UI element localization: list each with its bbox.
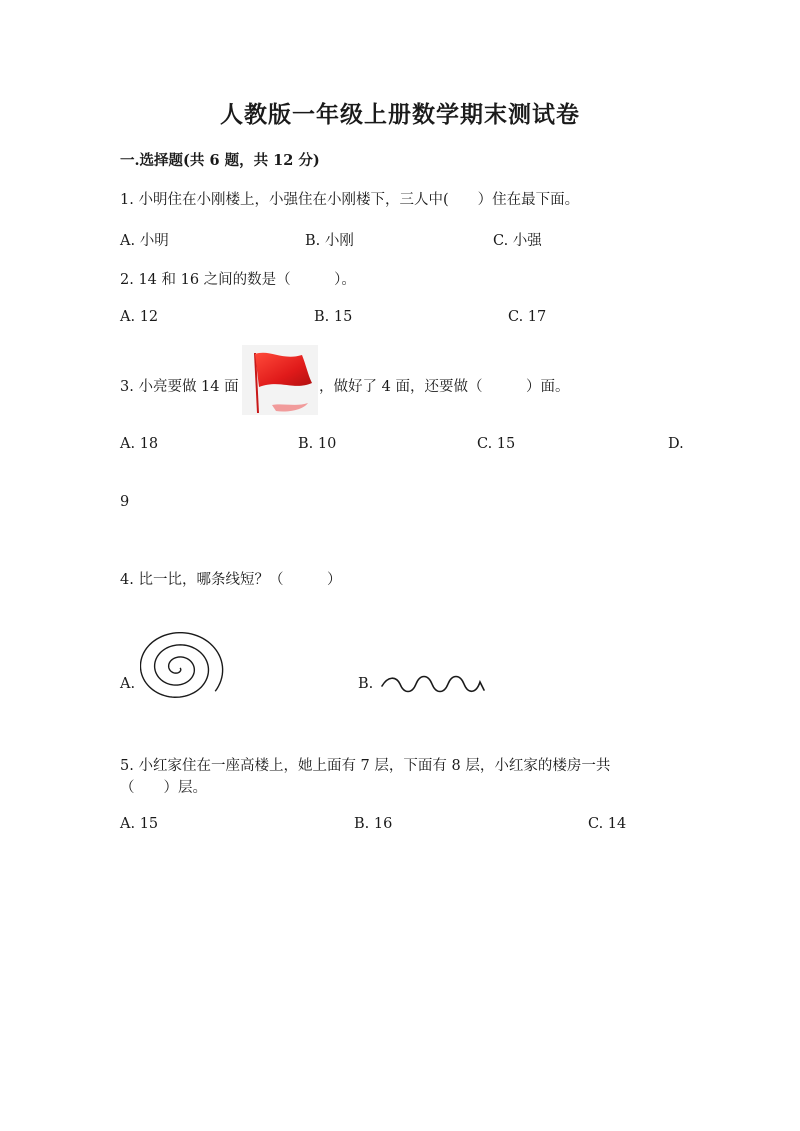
question-1-text: 1. 小明住在小刚楼上，小强住在小刚楼下，三人中( ）住在最下面。 xyxy=(120,192,580,208)
red-flag-image xyxy=(242,345,318,415)
wavy-line-image xyxy=(378,670,488,700)
page-title: 人教版一年级上册数学期末测试卷 xyxy=(220,101,580,128)
question-3-option-a[interactable]: A. 18 xyxy=(120,436,159,452)
question-2-option-a[interactable]: A. 12 xyxy=(120,309,159,325)
question-1-option-c[interactable]: C. 小强 xyxy=(493,233,542,249)
question-1-option-a[interactable]: A. 小明 xyxy=(120,233,169,249)
question-1-option-b[interactable]: B. 小刚 xyxy=(305,233,354,249)
spiral-line-image xyxy=(140,622,240,702)
question-5-text-line2: （ ）层。 xyxy=(120,780,207,796)
question-5-option-a[interactable]: A. 15 xyxy=(120,816,159,832)
section-heading: 一.选择题(共 6 题，共 12 分) xyxy=(120,152,320,169)
question-3-text-after: ，做好了 4 面，还要做（ ）面。 xyxy=(319,379,570,395)
question-2-option-c[interactable]: C. 17 xyxy=(508,309,547,325)
question-5-option-b[interactable]: B. 16 xyxy=(354,816,393,832)
question-3-option-b[interactable]: B. 10 xyxy=(298,436,337,452)
question-5-option-c[interactable]: C. 14 xyxy=(588,816,627,832)
question-3-option-d[interactable]: D. xyxy=(668,436,684,452)
question-3-text-before: 3. 小亮要做 14 面 xyxy=(120,379,239,395)
question-5-text-line1: 5. 小红家住在一座高楼上，她上面有 7 层，下面有 8 层，小红家的楼房一共 xyxy=(120,758,611,774)
question-4-text: 4. 比一比，哪条线短？（ ） xyxy=(120,572,342,588)
question-4-option-b[interactable]: B. xyxy=(358,676,374,692)
question-4-option-a[interactable]: A. xyxy=(120,676,136,692)
question-2-text: 2. 14 和 16 之间的数是（ ）。 xyxy=(120,272,356,288)
question-2-option-b[interactable]: B. 15 xyxy=(314,309,353,325)
question-3-option-d-value: 9 xyxy=(120,494,130,510)
question-3-option-c[interactable]: C. 15 xyxy=(477,436,516,452)
